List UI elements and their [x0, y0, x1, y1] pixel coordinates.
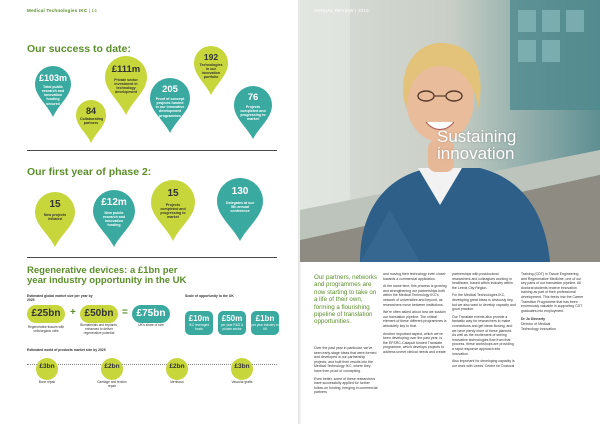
uk-tag-1bn: £1bn per year industry to UK [251, 311, 279, 335]
bubble-bone-repair: £3bn [36, 358, 58, 380]
global-caption-2: Biomaterials and implants, enhanced to deliver regenerative potential [80, 323, 118, 335]
global-value-75bn: £75bn [132, 305, 170, 323]
global-caption-1: Regenerative tissues with cells/organic cells [27, 325, 65, 333]
pin-projects-completed: 76 Projects completed and progressing to market [234, 86, 272, 140]
plus-operator: + [70, 307, 76, 318]
lead-paragraph: Our partners, networks and programmes are now starting to take on a life of their own, forming a flourishing pipeline of translation opportunities. [314, 274, 377, 326]
regen-title: Regenerative devices: a £1bn per year industry opportunity in the UK [27, 265, 187, 287]
uk-tag-50m: £50m per year R&D & private sector [218, 311, 246, 335]
pin-delegates: 130 Delegates at our 5th annual conference [217, 178, 263, 242]
equals-operator: = [122, 307, 128, 318]
pin-phase2-completed: 15 Projects completed and progressing to market [151, 180, 195, 242]
pin-private-investment: £111m Private sector investment in technology development [105, 56, 147, 116]
success-title: Our success to date: [27, 43, 131, 55]
bubble-caption-4: Vascular grafts [231, 380, 253, 384]
section-divider [27, 257, 277, 258]
bubble-caption-1: Bone repair [38, 380, 56, 384]
sustaining-innovation-title: Sustaining innovation [437, 127, 517, 163]
pin-total-funding: £103m Total public research and innovation funding secured [35, 66, 71, 118]
pin-portfolio: 192 Technologies in our innovation portfolio [194, 46, 228, 96]
phase2-title: Our first year of phase 2: [27, 166, 152, 178]
world-market-heading: Estimated world of products market size by 2025 [27, 348, 106, 352]
global-value-25bn: £25bn [27, 305, 65, 323]
uk-opportunity-heading: Scale of opportunity to the UK [185, 294, 234, 298]
body-column-4: Training (CDT) in Tissue Engineering and Regenerative Medicine, one of our key parts of our translation pipeline. All doctoral students receive innovation training as part of their professional development. This feeds into the Career Transition Programme that has been enormously valuable in supporting CDT graduates into employment. Dr Jo Dinnerty Director of Medical Technology Innovation [521, 272, 584, 331]
pin-partners: 84 Collaborating partners [76, 100, 106, 144]
signature: Dr Jo Dinnerty Director of Medical Technology Innovation [521, 317, 556, 331]
section-divider [27, 150, 277, 151]
bubble-vascular: £3bn [231, 358, 253, 380]
bubble-caption-3: Meniscus [170, 380, 184, 384]
body-column-1: Over the past year in particular, we've seen early-stage ideas that were formed and developed in our partnership projects, and built their results into the Medical Technology IKC, where they have then proof of concepting. Even better, some of these researchers have successfully applied for further follow-on funding, bringing in commercial partners [314, 346, 378, 395]
body-column-3: partnerships with postdoctoral researchers and colleagues working in healthcare, based within industry within the Leeds City Region. For the Medical Technologies IKC, developing great ideas is obviously key, but we also want to develop capacity and good practice. Our Translate events also provide a fantastic way for researchers to make connections and get ideas flowing, and we have plenty more of these planned. As well as the excitement of seeing innovative technologies flow from that process, these workshops are providing a rapid response approach into innovation. Also important for developing capacity is our work with Leeds' Centre for Doctoral [452, 272, 516, 368]
uk-tag-10m: £10m IKC leveraged funds [185, 311, 213, 335]
global-market-heading: Estimated global market size per year by 2025 [27, 294, 93, 303]
global-value-50bn: £50bn [80, 305, 118, 323]
right-running-head: ANNUAL REVIEW | 2016 [314, 8, 369, 13]
global-caption-3: UK's share of size [138, 323, 164, 327]
pin-new-funding: £12m New public research and innovation funding [93, 190, 135, 248]
bubble-caption-2: Cartilage and tendon repair [97, 380, 127, 388]
pin-new-projects: 15 New projects initiated [35, 192, 75, 248]
body-column-2: and moving their technology even closer towards a commercial application. At the same time, this process is growing and strengthening our partnerships both within the Medical Technology IKC's network of universities and beyond, as researchers move between institutions. We're often asked about how we sustain our translation pipeline. The critical element of these different programmes is absolutely key to that. Another important aspect, which we've been developing over the past year, is the EPSRC-Catapult funded Translate programme, which develops projects to address unmet clinical needs and create [383, 272, 447, 354]
bubble-meniscus: £2bn [166, 358, 188, 380]
bubble-cartilage: £2bn [101, 358, 123, 380]
left-running-head: Medical Technologies IKC | 14 [27, 8, 97, 13]
pin-proof-of-concept: 205 Proof of concept projects funded in our innovative development programmes [150, 78, 190, 134]
